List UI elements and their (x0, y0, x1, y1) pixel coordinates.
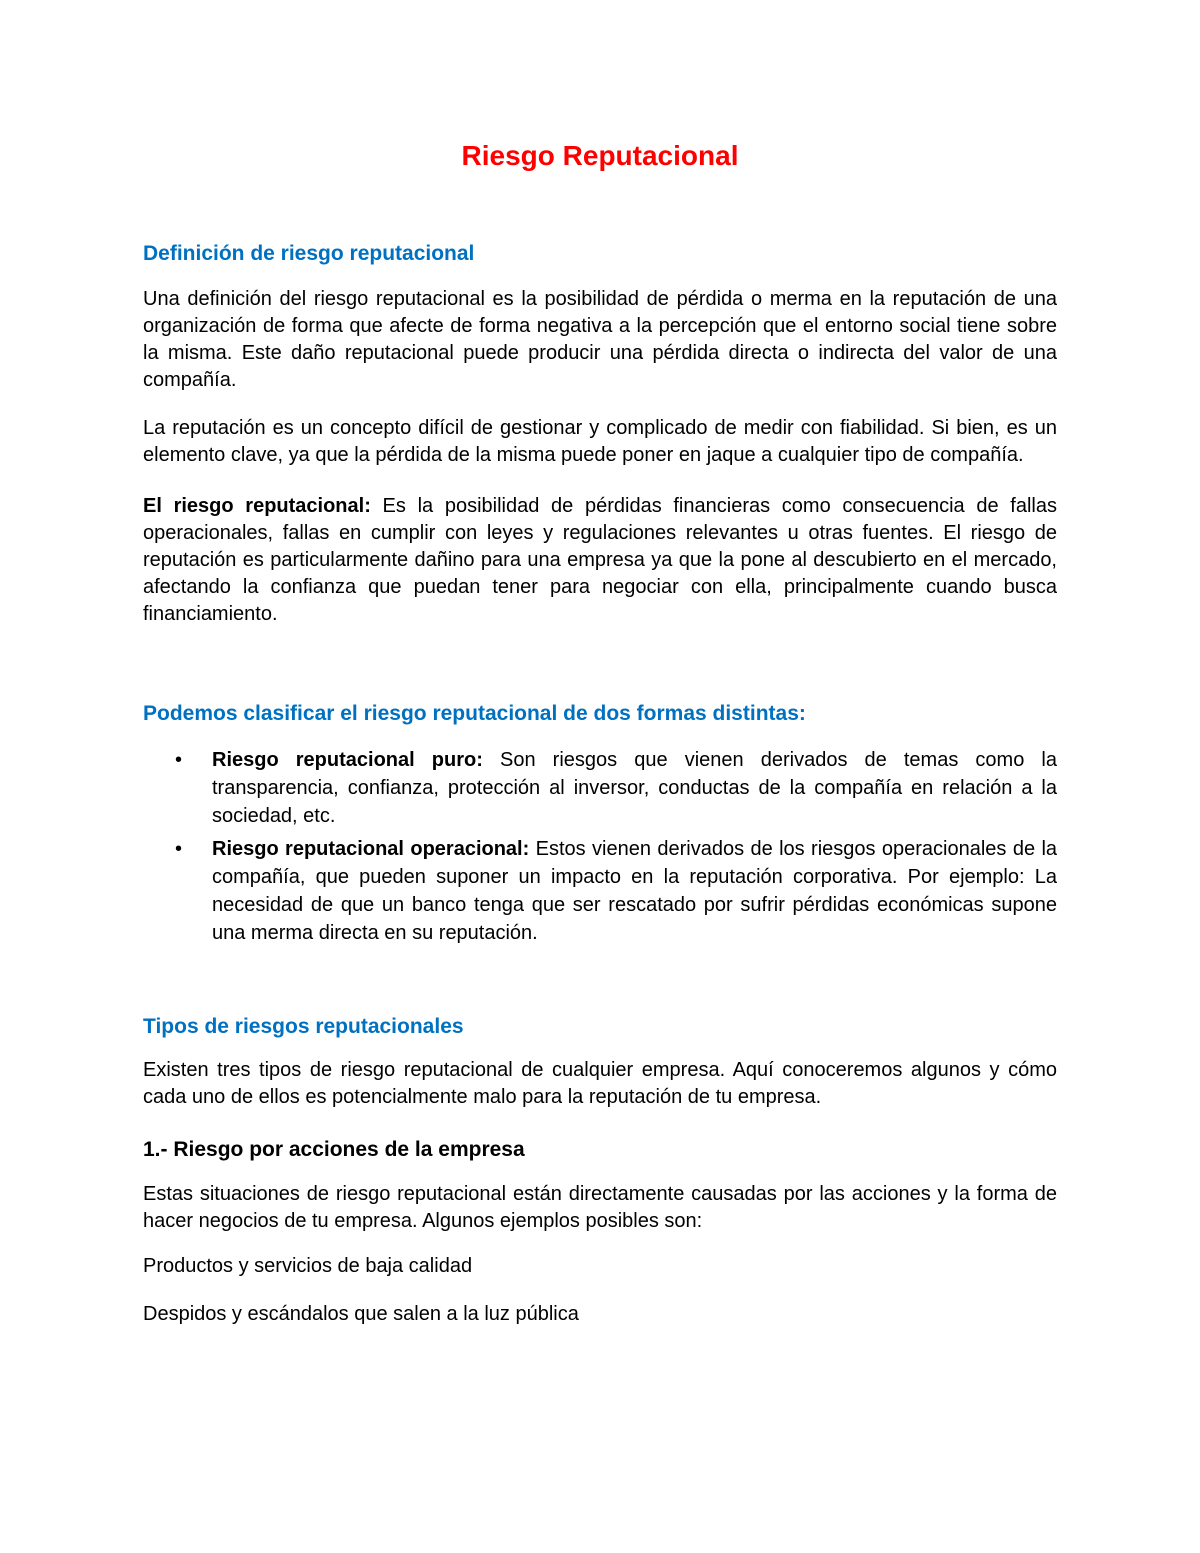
heading-clasificacion: Podemos clasificar el riesgo reputacional de dos formas distintas: (143, 702, 806, 725)
paragraph-riesgo-por-acciones: Estas situaciones de riesgo reputacional están directamente causadas por las acciones y la forma de hacer negocios de tu empresa. Algunos ejemplos posibles son: (143, 1183, 1057, 1232)
example-item-productos: Productos y servicios de baja calidad (143, 1255, 473, 1277)
list-item-riesgo-operacional (143, 835, 1057, 947)
example-item-despidos: Despidos y escándalos que salen a la luz pública (143, 1303, 579, 1325)
subheading-riesgo-por-acciones: 1.- Riesgo por acciones de la empresa (143, 1138, 525, 1161)
bullet-marker-icon: • (175, 838, 183, 860)
list-item-riesgo-operacional-text: Estos vienen derivados de los riesgos operacionales de la compañía, que pueden suponer un impacto en la reputación corporativa. Por ejemplo: La necesidad de que un banco tenga que ser rescatado por sufrir pérdidas económicas supone una merma directa en su reputación. (212, 838, 1058, 944)
bold-lead-riesgo-operacional: Riesgo reputacional operacional: (212, 838, 530, 860)
list-item-riesgo-puro-text: Son riesgos que vienen derivados de temas como la transparencia, confianza, protección al inversor, conductas de la compañía en relación a la sociedad, etc. (212, 749, 1057, 827)
list-item-riesgo-puro (143, 746, 1057, 830)
document-title: Riesgo Reputacional (461, 140, 739, 171)
paragraph-definicion-1: Una definición del riesgo reputacional es la posibilidad de pérdida o merma en la reputación de una organización de forma que afecte de forma negativa a la percepción que el entorno social tiene sobre la misma. Este daño reputacional puede producir una pérdida directa o indirecta del valor de una compañía. (143, 288, 1057, 391)
bold-lead-el-riesgo-reputacional: El riesgo reputacional: (143, 495, 371, 517)
paragraph-definicion-3-text: Es la posibilidad de pérdidas financieras como consecuencia de fallas operacionales, fallas en cumplir con leyes y regulaciones relevantes u otras fuentes. El riesgo de reputación es particularmente dañino para una empresa ya que la pone al descubierto en el mercado, afectando la confianza que puedan tener para negociar con ella, principalmente cuando busca financiamiento. (143, 495, 1057, 625)
bullet-marker-icon: • (175, 749, 183, 771)
paragraph-tipos-intro: Existen tres tipos de riesgo reputacional de cualquier empresa. Aquí conoceremos algunos y cómo cada uno de ellos es potencialmente malo para la reputación de tu empresa. (143, 1059, 1057, 1108)
bold-lead-riesgo-puro: Riesgo reputacional puro: (212, 749, 483, 771)
paragraph-definicion-3 (143, 493, 1057, 628)
heading-tipos: Tipos de riesgos reputacionales (143, 1015, 464, 1038)
clasificacion-bullet-list (143, 746, 1057, 947)
paragraph-definicion-2: La reputación es un concepto difícil de gestionar y complicado de medir con fiabilidad. Si bien, es un elemento clave, ya que la pérdida de la misma puede poner en jaque a cualquier tipo de compañía. (143, 417, 1057, 466)
heading-definicion: Definición de riesgo reputacional (143, 242, 475, 265)
